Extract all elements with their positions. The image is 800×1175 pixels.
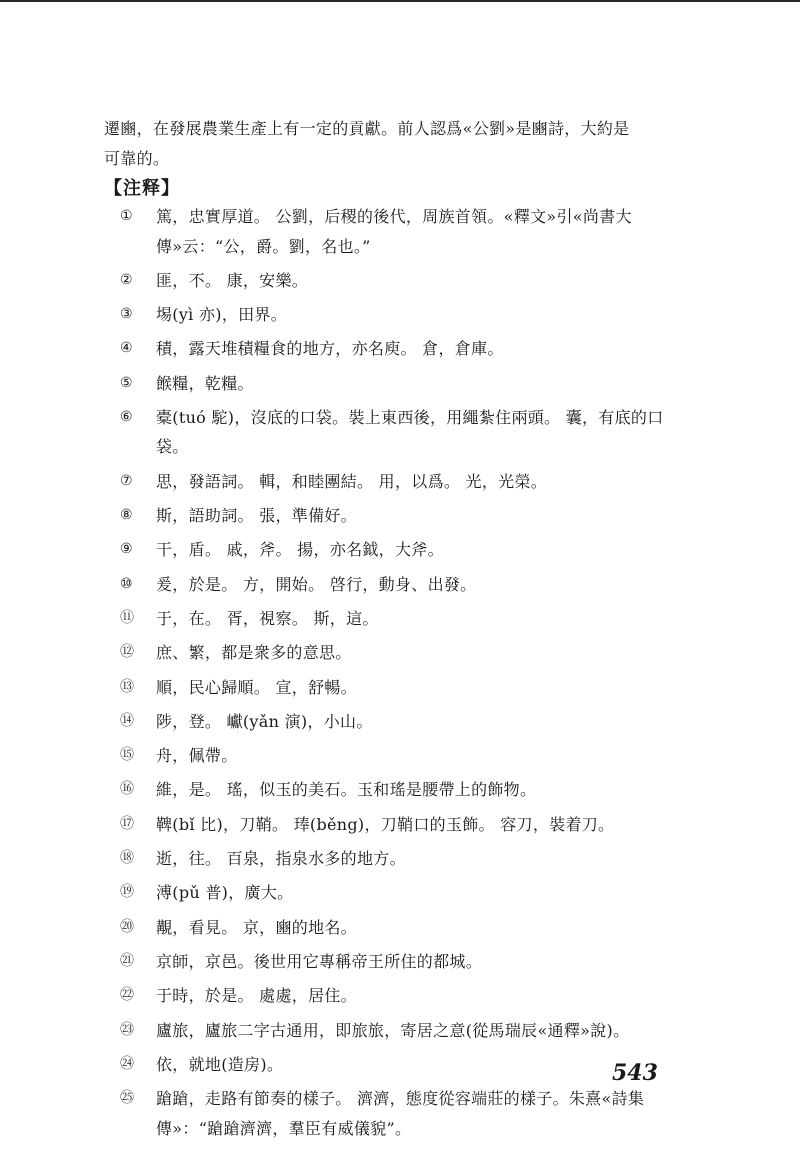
note-number: ⑳ [120, 918, 134, 935]
note-number: ③ [120, 306, 133, 323]
note-item [120, 741, 680, 771]
note-text: 餱糧，乾糧。 [156, 373, 254, 393]
note-number: ④ [120, 340, 133, 357]
note-text: 覯，看見。 京，豳的地名。 [156, 917, 357, 937]
note-text: 于時，於是。 處處，居住。 [156, 986, 357, 1006]
note-text: 京師，京邑。後世用它專稱帝王所住的都城。 [156, 951, 483, 971]
note-text: 維，是。 瑤，似玉的美石。玉和瑤是腰帶上的飾物。 [156, 780, 537, 800]
note-text: 蹌蹌，走路有節奏的樣子。 濟濟，態度從容端莊的樣子。朱熹«詩集傳»：“蹌蹌濟濟，羣臣有威儀貌”。 [156, 1089, 645, 1138]
note-text: 于，在。 胥，視察。 斯，這。 [156, 608, 379, 628]
note-number: ⑩ [120, 575, 133, 592]
note-item [120, 266, 680, 296]
section-title: 【注释】 [104, 178, 180, 199]
note-number: ㉑ [120, 952, 134, 969]
note-number: ㉒ [120, 987, 134, 1004]
note-text: 舟，佩帶。 [156, 746, 238, 766]
note-item [120, 775, 680, 805]
note-item [120, 369, 680, 399]
note-item [120, 403, 680, 462]
note-number: ② [120, 271, 133, 288]
note-text: 鞞(bǐ 比)，刀鞘。 琫(běng)，刀鞘口的玉飾。 容刀，裝着刀。 [156, 814, 615, 834]
note-number: ⑯ [120, 781, 134, 798]
note-item [120, 844, 680, 874]
note-number: ⑱ [120, 850, 134, 867]
note-text: 斯，語助詞。 張，準備好。 [156, 506, 357, 526]
note-item [120, 570, 680, 600]
note-item [120, 913, 680, 943]
note-item [120, 1016, 680, 1046]
note-number: ⑮ [120, 747, 134, 764]
note-item [120, 638, 680, 668]
note-number: ⑦ [120, 472, 133, 489]
note-number: ⑬ [120, 678, 134, 695]
note-number: ⑤ [120, 374, 133, 391]
note-text: 溥(pǔ 普)，廣大。 [156, 883, 294, 903]
note-item [120, 604, 680, 634]
intro-line: 可靠的。 [104, 149, 170, 168]
note-text: 陟，登。 巘(yǎn 演)，小山。 [156, 711, 373, 731]
note-text: 逝，往。 百泉，指泉水多的地方。 [156, 849, 406, 869]
note-text: 橐(tuó 駝)，沒底的口袋。裝上東西後，用繩紮住兩頭。 囊，有底的口袋。 [156, 407, 664, 457]
note-number: ⑨ [120, 541, 133, 558]
note-item [120, 334, 680, 364]
note-text: 依，就地(造房)。 [156, 1054, 284, 1074]
page-number: 543 [612, 1060, 658, 1086]
note-item [120, 467, 680, 497]
note-number: ㉕ [120, 1090, 134, 1107]
note-number: ⑧ [120, 507, 133, 524]
note-item [120, 947, 680, 977]
top-rule [0, 0, 800, 2]
note-item [120, 300, 680, 330]
note-item [120, 501, 680, 531]
note-text: 廬旅，廬旅二字古通用，即旅旅，寄居之意(從馬瑞辰«通釋»說)。 [156, 1020, 630, 1040]
note-number: ⑥ [120, 408, 133, 425]
note-number: ㉔ [120, 1055, 134, 1072]
note-text: 干，盾。 戚，斧。 揚，亦名鉞，大斧。 [156, 540, 444, 560]
note-item [120, 1050, 680, 1080]
note-text: 爰，於是。 方，開始。 啓行，動身、出發。 [156, 574, 477, 594]
note-item [120, 202, 680, 261]
note-item [120, 535, 680, 565]
note-text: 篤，忠實厚道。 公劉，后稷的後代，周族首領。«釋文»引«尚書大傳»云：“公，爵。劉，名也。” [156, 207, 632, 256]
note-number: ⑰ [120, 815, 134, 832]
note-item [120, 1084, 680, 1143]
intro-line: 遷豳，在發展農業生產上有一定的貢獻。前人認爲«公劉»是豳詩，大約是 [104, 119, 630, 138]
note-number: ⑪ [120, 609, 134, 626]
note-text: 思，發語詞。 輯，和睦團結。 用，以爲。 光，光榮。 [156, 471, 548, 491]
note-number: ㉓ [120, 1021, 134, 1038]
note-number: ⑭ [120, 712, 134, 729]
note-item [120, 673, 680, 703]
note-text: 埸(yì 亦)，田界。 [156, 305, 288, 325]
intro-paragraph [104, 114, 684, 174]
note-text: 順，民心歸順。 宣，舒暢。 [156, 677, 357, 697]
note-text: 庶、繁，都是衆多的意思。 [156, 643, 352, 663]
note-item [120, 810, 680, 840]
note-text: 匪，不。 康，安樂。 [156, 270, 309, 290]
note-item [120, 707, 680, 737]
note-number: ⑲ [120, 884, 134, 901]
note-text: 積，露天堆積糧食的地方，亦名庾。 倉，倉庫。 [156, 339, 504, 359]
note-item [120, 878, 680, 908]
note-number: ⑫ [120, 644, 134, 661]
note-item [120, 981, 680, 1011]
notes-list [120, 202, 680, 1148]
note-number: ① [120, 208, 133, 224]
